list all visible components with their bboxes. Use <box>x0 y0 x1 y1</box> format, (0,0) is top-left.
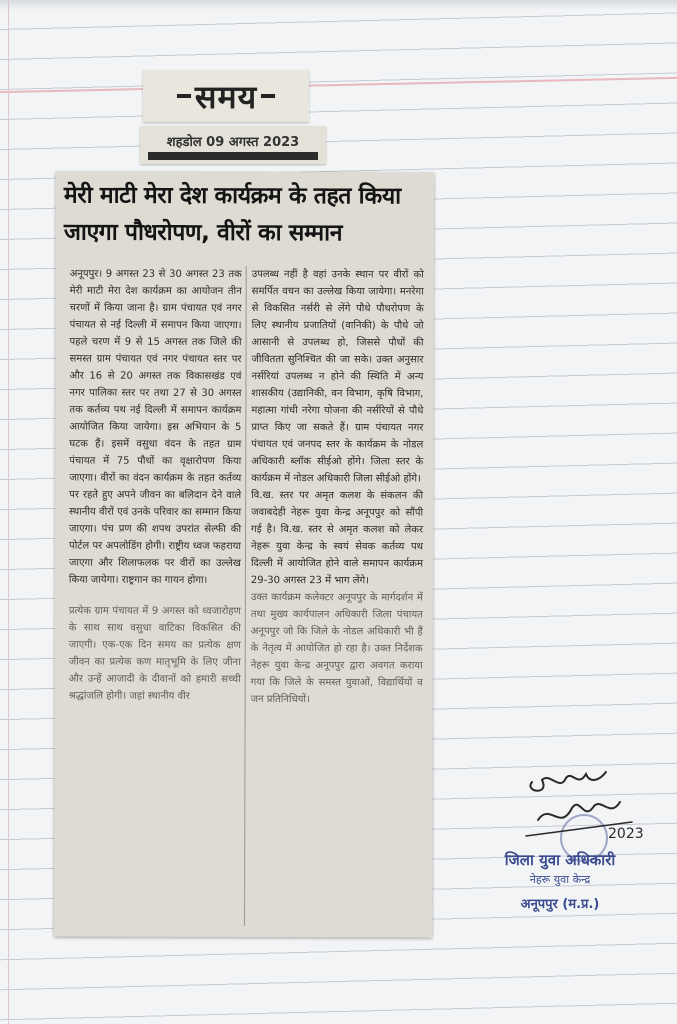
stamp-location: अनूपपुर (म.प्र.) <box>520 897 600 912</box>
article-paragraph: प्रत्येक ग्राम पंचायत में 9 अगस्त को ध्वजारोहण के साथ साथ वसुधा वाटिका विकसित की जाएगी। एक-एक दिन समय का प्रत्येक क्षण जीवन का प्रत्येक कण मातृभूमि के लिए जीना और उन्हें आजादी के दीवानों को हमारी सच्ची श्रद्धांजलि होगी। जहां स्थानीय वीर <box>68 605 241 702</box>
column-divider <box>244 266 247 926</box>
article-paragraph: अनूपपुर। 9 अगस्त 23 से 30 अगस्त 23 तक मेरी माटी मेरा देश कार्यक्रम का आयोजन तीन चरणों में किया जाना है। ग्राम पंचायत एवं नगर पंचायत से नई दिल्ली में समापन किया जाएगा। पहले चरण में 9 से 15 अगस्त तक जिले की समस्त ग्राम पंचायत एवं नगर पंचायत स्तर पर और 16 से 20 अगस्त तक विकासखंड एवं नगर पालिका स्तर पर तथा 27 से 30 अगस्त तक कर्तव्य पथ नई दिल्ली में समापन कार्यक्रम आयोजित किया जायेगा। इस अभियान के 5 घटक हैं। इसमें वसुधा वंदन के तहत ग्राम पंचायत में 75 पौधों का वृक्षारोपण किया जाएगा। वीरों का वंदन कार्यक्रम के तहत कर्तव्य पर रहते हुए अपने जीवन का बलिदान देने वाले स्थानीय वीरों एवं उनके परिवार का सम्मान किया जाएगा। पंच प्रण की शपथ उपरांत सेल्फी की पोर्टल पर अपलोडिंग होगी। राष्ट्रीय ध्वज फहराया जाएगा और शिलाफलक पर वीरों का उल्लेख किया जायेगा। राष्ट्रगान का गायन होगा। <box>68 268 242 586</box>
masthead-title: समय <box>194 77 258 116</box>
article-paragraph: वि.ख. स्तर पर अमृत कलश के संकलन की जवाबदेही नेहरू युवा केन्द्र अनूपपुर को सौंपी गई है। वि.ख. स्तर से अमृत कलश को लेकर नेहरू युवा केन्द्र के स्वयं सेवक कर्तव्य पथ दिल्ली में आयोजित होने वाले समापन कार्यक्रम 29-30 अगस्त 23 में भाग लेंगे। <box>250 490 424 587</box>
dateline-rule <box>148 152 318 160</box>
paper-margin-line <box>8 0 9 1024</box>
article-paragraph: उपलब्ध नहीं है वहां उनके स्थान पर वीरों को समर्पित वचन का उल्लेख किया जायेगा। मनरेगा से विकसित नर्सरी से लेंगे पौधे पौधरोपण के लिए स्थानीय प्रजातियों (वानिकी) के पौधे जो आसानी से उपलब्ध हो, जिससे पौधों की जीवितता सुनिश्चित की जा सके। उक्त अनुसार नर्सरियां उपलब्ध न होने की स्थिति में अन्य शासकीय (उद्यानिकी, वन विभाग, कृषि विभाग, महात्मा गांधी नरेगा योजना की नर्सरियों से पौधे प्राप्त किए जा सकते हैं। ग्राम पंचायत नगर पंचायत एवं जनपद स्तर के कार्यक्रम के नोडल अधिकारी ब्लॉक सीईओ होंगे। जिला स्तर के कार्यक्रम में नोडल अधिकारी जिला सीईओ होंगे। <box>251 269 424 485</box>
article-paragraph: उक्त कार्यक्रम कलेक्टर अनूपपुर के मार्गदर्शन में तथा मुख्य कार्यपालन अधिकारी जिला पंचायत अनूपपुर जो कि जिले के नोडल अधिकारी भी हैं के नेतृत्व में आयोजित हो रहा है। उक्त निर्देशक नेहरू युवा केन्द्र अनूपपुर द्वारा अवगत कराया गया कि जिले के समस्त युवाओं, विद्यार्थियों व जन प्रतिनिधियों। <box>250 592 423 706</box>
stamp-office: नेहरू युवा केन्द्र <box>529 873 591 886</box>
office-stamp <box>470 850 650 920</box>
article-right-column <box>251 266 424 708</box>
handwritten-signature <box>520 762 644 842</box>
stamp-designation: जिला युवा अधिकारी <box>504 851 616 869</box>
signature-date: 2023 <box>608 826 644 842</box>
newspaper-masthead <box>143 70 309 122</box>
article-clipping <box>54 172 434 938</box>
article-headline: मेरी माटी मेरा देश कार्यक्रम के तहत किया जाएगा पौधरोपण, वीरों का सम्मान <box>63 182 401 247</box>
dateline-clipping <box>140 126 326 164</box>
paper-edge-shadow <box>0 0 677 10</box>
dateline-text: शहडोल 09 अगस्त 2023 <box>166 135 300 150</box>
article-left-column <box>69 266 242 705</box>
